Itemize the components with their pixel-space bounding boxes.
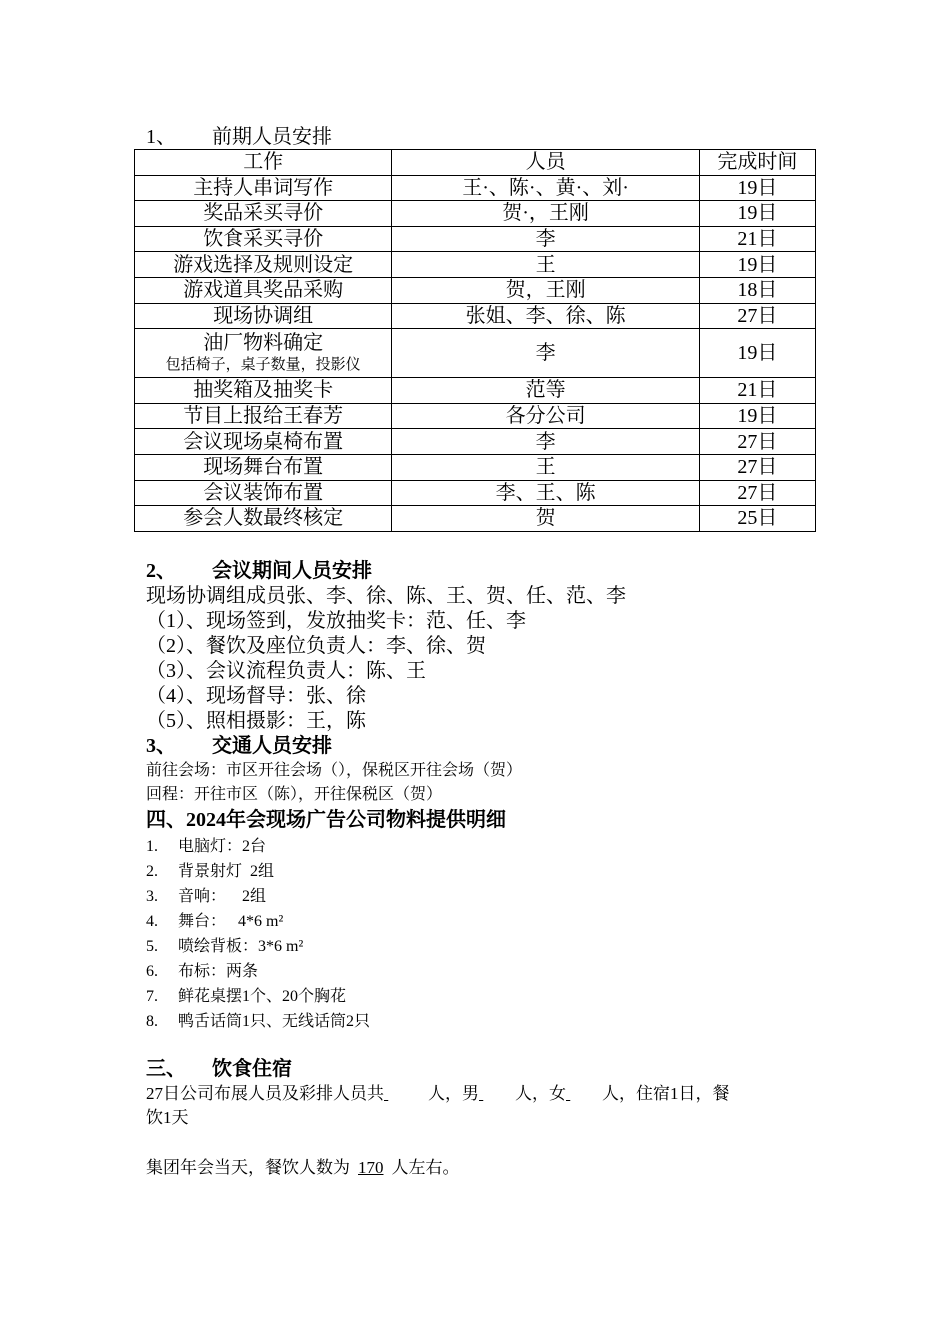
table-row bbox=[135, 303, 816, 329]
section3-title: 交通人员安排 bbox=[212, 735, 332, 757]
lodging-text: 人，住宿1日，餐 bbox=[602, 1084, 730, 1103]
task-cell: 主持人串词写作 bbox=[135, 175, 392, 201]
task-cell: 参会人数最终核定 bbox=[135, 506, 392, 532]
table-row bbox=[135, 454, 816, 480]
due-cell: 19日 bbox=[699, 403, 815, 429]
header-due: 完成时间 bbox=[699, 150, 815, 176]
due-cell: 21日 bbox=[699, 226, 815, 252]
materials-list bbox=[146, 834, 370, 1034]
people-cell: 王·、陈·、黄·、刘· bbox=[392, 175, 699, 201]
due-cell: 18日 bbox=[699, 277, 815, 303]
item-text: 音响： 2组 bbox=[178, 888, 267, 905]
task-cell: 会议现场桌椅布置 bbox=[135, 429, 392, 455]
people-cell: 李 bbox=[392, 429, 699, 455]
people-cell: 李 bbox=[392, 226, 699, 252]
section2-line: （5）、照相摄影：王，陈 bbox=[146, 710, 366, 732]
item-number: 6. bbox=[146, 963, 158, 980]
section1-title: 前期人员安排 bbox=[212, 126, 332, 148]
section5-heading bbox=[146, 1057, 292, 1082]
section3-number: 3、 bbox=[146, 735, 176, 757]
total-count-blank bbox=[384, 1082, 428, 1106]
task-cell: 游戏选择及规则设定 bbox=[135, 252, 392, 278]
people-cell: 张姐、李、徐、陈 bbox=[392, 303, 699, 329]
task-cell: 会议装饰布置 bbox=[135, 480, 392, 506]
list-item bbox=[146, 959, 370, 984]
section2-line: （4）、现场督导：张、徐 bbox=[146, 685, 366, 707]
item-text: 鸭舌话筒1只、无线话筒2只 bbox=[178, 1013, 371, 1030]
due-cell: 21日 bbox=[699, 378, 815, 404]
people-cell: 贺，王刚 bbox=[392, 277, 699, 303]
section1-heading bbox=[146, 124, 332, 150]
item-text: 鲜花桌摆1个、20个胸花 bbox=[178, 988, 347, 1005]
section5-title: 饮食住宿 bbox=[212, 1058, 292, 1080]
task-cell: 奖品采买寻价 bbox=[135, 201, 392, 227]
schedule-table bbox=[134, 149, 816, 532]
section5-line1 bbox=[146, 1082, 730, 1106]
table-row bbox=[135, 403, 816, 429]
header-people: 人员 bbox=[392, 150, 699, 176]
section5-number: 三、 bbox=[146, 1058, 186, 1080]
table-row bbox=[135, 277, 816, 303]
section3-line: 前往会场：市区开往会场（），保税区开往会场（贺） bbox=[146, 762, 523, 779]
table-row bbox=[135, 329, 816, 378]
section2-heading bbox=[146, 559, 372, 584]
people-cell: 各分公司 bbox=[392, 403, 699, 429]
item-number: 3. bbox=[146, 888, 158, 905]
section2-line: 现场协调组成员张、李、徐、陈、王、贺、任、范、李 bbox=[146, 585, 626, 607]
list-item bbox=[146, 834, 370, 859]
list-item bbox=[146, 934, 370, 959]
item-number: 1. bbox=[146, 838, 158, 855]
task-cell bbox=[135, 329, 392, 378]
male-count-blank bbox=[479, 1082, 515, 1106]
table-row bbox=[135, 175, 816, 201]
lodging-text: 人，男 bbox=[428, 1084, 479, 1103]
table-header-row bbox=[135, 150, 816, 176]
section3-heading bbox=[146, 734, 332, 759]
task-cell: 饮食采买寻价 bbox=[135, 226, 392, 252]
header-task: 工作 bbox=[135, 150, 392, 176]
task-text: 油厂物料确定 bbox=[203, 332, 324, 355]
item-number: 7. bbox=[146, 988, 158, 1005]
due-cell: 19日 bbox=[699, 175, 815, 201]
item-text: 舞台： 4*6 m² bbox=[178, 913, 284, 930]
section2-title: 会议期间人员安排 bbox=[212, 560, 372, 582]
section2-line: （3）、会议流程负责人：陈、王 bbox=[146, 660, 426, 682]
lodging-text: 27日公司布展人员及彩排人员共 bbox=[146, 1084, 384, 1103]
section2-line: （2）、餐饮及座位负责人：李、徐、贺 bbox=[146, 635, 486, 657]
task-cell: 游戏道具奖品采购 bbox=[135, 277, 392, 303]
people-cell: 王 bbox=[392, 252, 699, 278]
section5-line2: 饮1天 bbox=[146, 1108, 189, 1127]
item-text: 喷绘背板：3*6 m² bbox=[178, 938, 304, 955]
due-cell: 27日 bbox=[699, 429, 815, 455]
item-number: 4. bbox=[146, 913, 158, 930]
table-row bbox=[135, 226, 816, 252]
due-cell: 27日 bbox=[699, 454, 815, 480]
item-text: 布标：两条 bbox=[178, 963, 259, 980]
item-number: 8. bbox=[146, 1013, 158, 1030]
people-cell: 李、王、陈 bbox=[392, 480, 699, 506]
lodging-text: 人，女 bbox=[515, 1084, 566, 1103]
task-cell: 现场协调组 bbox=[135, 303, 392, 329]
item-number: 5. bbox=[146, 938, 158, 955]
list-item bbox=[146, 909, 370, 934]
table-row bbox=[135, 378, 816, 404]
due-cell: 19日 bbox=[699, 252, 815, 278]
list-item bbox=[146, 859, 370, 884]
table-row bbox=[135, 506, 816, 532]
meal-text: 集团年会当天，餐饮人数为 bbox=[146, 1158, 350, 1177]
due-cell: 27日 bbox=[699, 480, 815, 506]
section5-line3 bbox=[146, 1156, 460, 1180]
meal-count: 170 bbox=[358, 1158, 384, 1177]
due-cell: 25日 bbox=[699, 506, 815, 532]
list-item bbox=[146, 884, 370, 909]
people-cell: 贺 bbox=[392, 506, 699, 532]
meal-text: 人左右。 bbox=[391, 1158, 460, 1177]
due-cell: 19日 bbox=[699, 329, 815, 378]
table-row bbox=[135, 252, 816, 278]
table-row bbox=[135, 201, 816, 227]
section2-number: 2、 bbox=[146, 560, 176, 582]
section2-line: （1）、现场签到，发放抽奖卡：范、任、李 bbox=[146, 610, 526, 632]
list-item bbox=[146, 1009, 370, 1034]
due-cell: 27日 bbox=[699, 303, 815, 329]
task-cell: 现场舞台布置 bbox=[135, 454, 392, 480]
task-note: 包括椅子，桌子数量，投影仪 bbox=[165, 357, 361, 374]
section4-heading: 四、2024年会现场广告公司物料提供明细 bbox=[146, 809, 506, 831]
due-cell: 19日 bbox=[699, 201, 815, 227]
section1-number: 1、 bbox=[146, 126, 176, 148]
list-item bbox=[146, 984, 370, 1009]
people-cell: 王 bbox=[392, 454, 699, 480]
item-text: 背景射灯 2组 bbox=[178, 863, 275, 880]
people-cell: 李 bbox=[392, 329, 699, 378]
item-text: 电脑灯：2台 bbox=[178, 838, 267, 855]
item-number: 2. bbox=[146, 863, 158, 880]
people-cell: 贺·，王刚 bbox=[392, 201, 699, 227]
task-cell: 抽奖箱及抽奖卡 bbox=[135, 378, 392, 404]
table-row bbox=[135, 480, 816, 506]
female-count-blank bbox=[566, 1082, 602, 1106]
section3-line: 回程：开往市区（陈），开往保税区（贺） bbox=[146, 786, 443, 803]
people-cell: 范等 bbox=[392, 378, 699, 404]
task-cell: 节目上报给王春芳 bbox=[135, 403, 392, 429]
table-row bbox=[135, 429, 816, 455]
